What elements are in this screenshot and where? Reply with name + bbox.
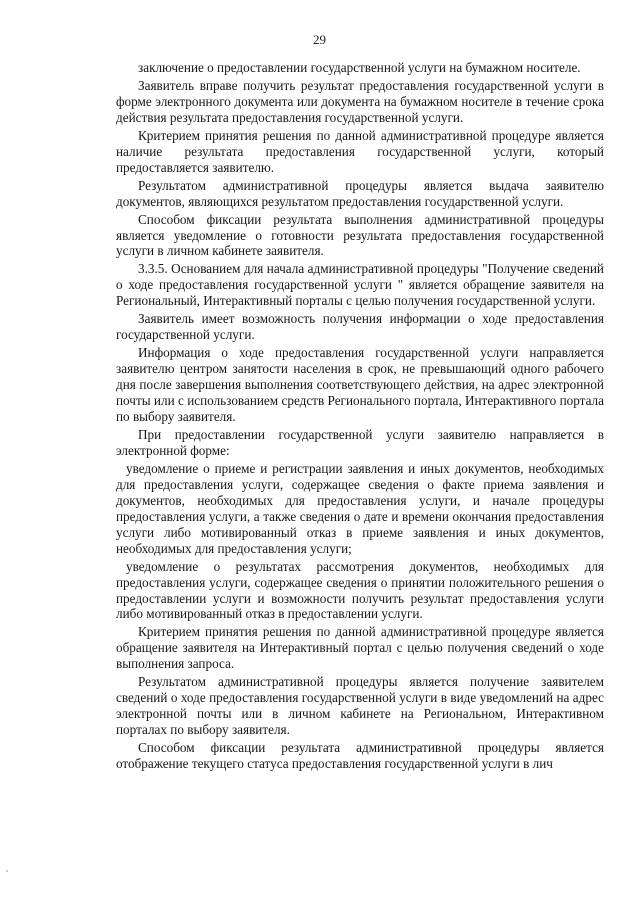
list-item-receipt-notice: уведомление о приеме и регистрации заявления и иных документов, необходимых для предоставления услуги, содержащее сведения о факте приема заявления и документов, необходимых для предоставления услуги, и начале процедуры предоставления услуги, а также сведения о дате и времени окончания предоставления услуги либо мотивированный отказ в приеме заявления и иных документов, необходимых для предоставления услуги;: [116, 460, 604, 556]
document-body: [116, 60, 604, 774]
paragraph-info-possibility: Заявитель имеет возможность получения информации о ходе предоставления государственной услуги.: [116, 311, 604, 343]
paragraph-electronic-notice-intro: При предоставлении государственной услуги заявителю направляется в электронной форме:: [116, 426, 604, 458]
page-number: 29: [313, 32, 326, 47]
paragraph-info-delivery: Информация о ходе предоставления государственной услуги направляется заявителю центром занятости населения в срок, не превышающий одного рабочего дня после завершения выполнения соответствующего действия, на адрес электронной почты или с использованием средств Регионального портала, Интерактивного портала по выбору заявителя.: [116, 345, 604, 425]
paragraph-procedure-result: Результатом административной процедуры является выдача заявителю документов, являющихся результатом предоставления государственной услуги.: [116, 177, 604, 209]
scan-speck: [6, 870, 8, 872]
paragraph-fixation-method: Способом фиксации результата выполнения административной процедуры является уведомление о готовности результата предоставления государственной услуги в личном кабинете заявителя.: [116, 211, 604, 259]
list-item-review-notice: уведомление о результатах рассмотрения документов, необходимых для предоставления услуги, содержащее сведения о принятии положительного решения о предоставлении услуги и возможности получить результат предоставления услуги либо мотивированный отказ в предоставлении услуги.: [116, 558, 604, 622]
paragraph-result-form: Заявитель вправе получить результат предоставления государственной услуги в форме электронного документа или документа на бумажном носителе в течение срока действия результата предоставления государственной услуги.: [116, 77, 604, 125]
paragraph-procedure-result-2: Результатом административной процедуры является получение заявителем сведений о ходе предоставления государственной услуги в виде уведомлений на адрес электронной почты или в личном кабинете на Региональном, Интерактивном порталах по выбору заявителя.: [116, 674, 604, 738]
paragraph-fixation-method-2: Способом фиксации результата административной процедуры является отображение текущего статуса предоставления государственной услуги в лич: [116, 740, 604, 772]
paragraph-decision-criterion-2: Критерием принятия решения по данной административной процедуре является обращение заявителя на Интерактивный портал с целью получения сведений о ходе выполнения запроса.: [116, 624, 604, 672]
paragraph-continuation: заключение о предоставлении государственной услуги на бумажном носителе.: [138, 60, 581, 75]
paragraph-decision-criterion: Критерием принятия решения по данной административной процедуре является наличие результата предоставления государственной услуги, который предоставляется заявителю.: [116, 127, 604, 175]
paragraph-section-3-3-5: 3.3.5. Основанием для начала административной процедуры "Получение сведений о ходе предоставления государственной услуги " является обращение заявителя на Региональный, Интерактивный порталы с целью получения государственной услуги.: [116, 261, 604, 309]
